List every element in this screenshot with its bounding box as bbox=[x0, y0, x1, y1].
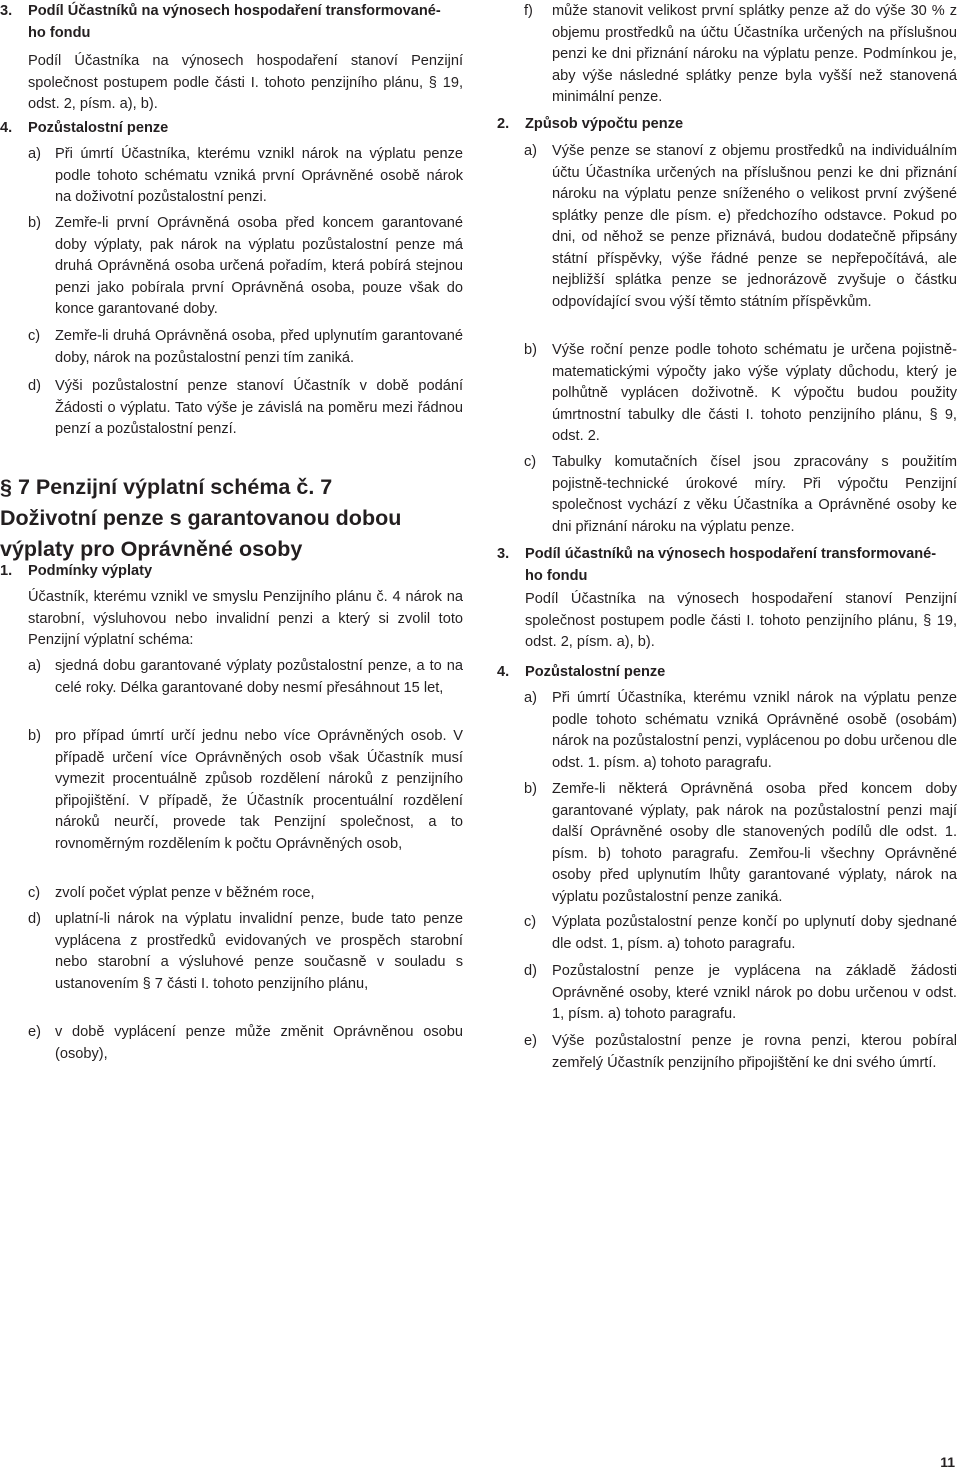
list-item-label: b) bbox=[28, 728, 41, 744]
list-item-text: sjedná dobu garantované výplaty pozůstalostní penze, a to na celé roky. Délka garantované doby nesmí přesáhnout 15 let, bbox=[55, 658, 463, 696]
chapter-title-line: Doživotní penze s garantovanou dobou bbox=[0, 506, 402, 530]
list-item-text: Při úmrtí Účastníka, kterému vznikl nárok na výplatu penze podle tohoto schématu vzniká první Oprávněné osobě nárok na doživotní pozůstalostní penzi. bbox=[55, 146, 463, 205]
section-heading-line: Podíl účastníků na výnosech hospodaření transformované- bbox=[525, 546, 937, 562]
list-item bbox=[497, 779, 957, 908]
list-item-text: Výše roční penze podle tohoto schématu je určena pojistně-matematickými výpočty jako výše výplaty důchodu, který je polhůtně vyplácen doživotně. K výpočtu budou použity úmrtnostní tabulky dle části I. tohoto penzijního plánu, § 9, odst. 2. bbox=[552, 342, 957, 444]
list-item bbox=[497, 141, 957, 313]
list-item-text: Výše penze se stanoví z objemu prostředků na individuálním účtu Účastníka určených na příslušnou penzi ke dni přiznání nároku na výplatu penze sníženého o velikost první zvýšené splátky penze dle písm. e) předchozího odstavce. Pokud po dni, od něhož se penze přiznává, budou dodatečně připsány státní příspěvky, výše řádné penze se nepřepočítává, ale nejbližší splátka penze se jednorázově zvyšuje o částku odpovídající svou výší těmto státním příspěvkům. bbox=[552, 143, 957, 310]
list-item-label: c) bbox=[28, 885, 41, 901]
list-item-label: a) bbox=[28, 658, 41, 674]
list-item-text: Zemře-li druhá Oprávněná osoba, před uplynutím garantované doby, nárok na pozůstalostní penzi tím zaniká. bbox=[55, 328, 463, 366]
list-item bbox=[0, 883, 463, 905]
list-item-label: d) bbox=[28, 911, 41, 927]
section-number: 2. bbox=[497, 116, 510, 132]
section-heading-line: ho fondu bbox=[28, 24, 91, 41]
section-heading-text: Způsob výpočtu penze bbox=[525, 116, 684, 132]
list-item bbox=[0, 726, 463, 855]
list-item-text: zvolí počet výplat penze v běžném roce, bbox=[55, 885, 315, 901]
section-1-intro: Účastník, kterému vznikl ve smyslu Penzijního plánu č. 4 nárok na starobní, výsluhovou nebo invalidní penzi a který si zvolil toto Penzijní výplatní schéma: bbox=[28, 589, 463, 648]
list-item bbox=[497, 340, 957, 448]
section-number: 4. bbox=[497, 664, 510, 680]
section-4-heading bbox=[0, 118, 463, 140]
list-item-label: a) bbox=[524, 690, 537, 706]
list-item bbox=[497, 912, 957, 955]
list-item-text: Při úmrtí Účastníka, kterému vznikl nárok na výplatu penze podle tohoto schématu vzniká Oprávněné osobě (osobám) nárok na pozůstalostní penzi, vyplácenou po dobu určenou dle odst. 1. písm. a) tohoto paragrafu. bbox=[552, 690, 957, 771]
chapter-title-line: 7 Penzijní výplatní schéma č. 7 bbox=[17, 475, 333, 499]
list-item-text: Zemře-li některá Oprávněná osoba před koncem doby garantované výplaty, pak nárok na pozůstalostní penzi mají další Oprávněné osoby dle stanovených podílů dle odst. 1. písm. b) tohoto paragrafu. Zemřou-li všechny Oprávněné osoby před uplynutím lhůty garantované výplaty, nárok na výplatu pozůstalostní penze zaniká. bbox=[552, 781, 957, 905]
section-number: 4. bbox=[0, 120, 13, 136]
list-item bbox=[497, 961, 957, 1026]
section-heading-line: Podíl Účastníků na výnosech hospodaření transformované- bbox=[28, 3, 441, 19]
section-3-text: Podíl Účastníka na výnosech hospodaření stanoví Penzijní společnost postupem podle části I. tohoto penzijního plánu, § 19, odst. 2, písm. a), b). bbox=[28, 53, 463, 112]
chapter-heading bbox=[0, 472, 463, 565]
list-item-text: Zemře-li první Oprávněná osoba před koncem garantované doby výplaty, pak nárok na výplatu pozůstalostní penze má druhá Oprávněná osoba určená pořadím, která pobírá stejnou penzi jako pobírala první Oprávněná osoba, pouze však do konce garantované doby. bbox=[55, 215, 463, 317]
section-heading-text: Pozůstalostní penze bbox=[28, 120, 169, 136]
list-item-label: b) bbox=[524, 342, 537, 358]
list-item-label: f) bbox=[524, 3, 533, 19]
list-item bbox=[497, 688, 957, 774]
section-heading-line: ho fondu bbox=[525, 567, 588, 584]
list-item-label: c) bbox=[28, 328, 41, 344]
list-item-label: c) bbox=[524, 914, 537, 930]
list-item-label: a) bbox=[524, 143, 537, 159]
list-item bbox=[0, 144, 463, 209]
list-item-text: Výši pozůstalostní penze stanoví Účastník v době podání Žádosti o výplatu. Tato výše je závislá na poměru mezi řádnou penzí a pozůstalostní penzí. bbox=[55, 378, 463, 437]
list-item-text: v době vyplácení penze může změnit Oprávněnou osobu (osoby), bbox=[55, 1024, 463, 1062]
chapter-title-line: výplaty pro Oprávněné osoby bbox=[0, 537, 303, 561]
list-item bbox=[497, 1031, 957, 1074]
section-heading-text: Pozůstalostní penze bbox=[525, 664, 666, 680]
list-item-label: d) bbox=[524, 963, 537, 979]
list-item-label: d) bbox=[28, 378, 41, 394]
list-item-text: Výše pozůstalostní penze je rovna penzi, kterou pobíral zemřelý Účastník penzijního připojištění ke dni svého úmrtí. bbox=[552, 1033, 957, 1071]
list-item bbox=[0, 326, 463, 369]
list-item-label: c) bbox=[524, 454, 537, 470]
section-3-heading bbox=[0, 1, 463, 44]
section-heading-text: Podmínky výplaty bbox=[28, 563, 153, 579]
list-item bbox=[0, 376, 463, 441]
list-item bbox=[497, 1, 957, 109]
list-item bbox=[0, 656, 463, 699]
list-item-label: e) bbox=[28, 1024, 41, 1040]
list-item-text: může stanovit velikost první splátky penze až do výše 30 % z objemu prostředků na účtu Účastníka určených na příslušnou penzi ke dni přiznání nároku na výplatu penze. Podmínkou je, aby výše následné splátky penze byla vyšší než stanovená minimální penze. bbox=[552, 3, 957, 105]
list-item-text: Výplata pozůstalostní penze končí po uplynutí doby sjednané dle odst. 1, písm. a) tohoto paragrafu. bbox=[552, 914, 957, 952]
list-item bbox=[497, 452, 957, 538]
list-item-text: Tabulky komutačních čísel jsou zpracovány s použitím pojistně-technické úrokové míry. Při výpočtu Penzijní společnost vychází z věku Účastníka a Oprávněné osoby ke dni přiznání nároku na výplatu penze. bbox=[552, 454, 957, 535]
section-number: 3. bbox=[497, 546, 510, 562]
list-item-text: uplatní-li nárok na výplatu invalidní penze, bude tato penze vyplácena z prostředků evidovaných ve prospěch starobní nebo starobní a výsluhové penze současně v souladu s ustanovením § 7 části I. tohoto penzijního plánu, bbox=[55, 911, 463, 992]
section-number: 3. bbox=[0, 3, 13, 19]
list-item-text: pro případ úmrtí určí jednu nebo více Oprávněných osob. V případě určení více Oprávněných osob však Účastník musí vymezit procentuálně způsob rozdělení nároků z penzijního připojištění. V případě, že Účastník procentuální rozdělení nároků neurčí, provede tak Penzijní společnost, a to rovnoměrným rozdělením k počtu Oprávněných osob, bbox=[55, 728, 463, 852]
list-item-label: b) bbox=[524, 781, 537, 797]
list-item bbox=[0, 909, 463, 995]
list-item bbox=[0, 1022, 463, 1065]
section-3-heading bbox=[497, 544, 957, 587]
page-number: 11 bbox=[940, 1454, 955, 1470]
list-item-label: b) bbox=[28, 215, 41, 231]
section-2-heading bbox=[497, 114, 957, 136]
section-sign: § bbox=[0, 475, 12, 499]
list-item-label: a) bbox=[28, 146, 41, 162]
section-4-heading bbox=[497, 662, 957, 684]
list-item-label: e) bbox=[524, 1033, 537, 1049]
list-item bbox=[0, 213, 463, 321]
section-number: 1. bbox=[0, 563, 13, 579]
list-item-text: Pozůstalostní penze je vyplácena na základě žádosti Oprávněné osoby, které vznikl nárok po dobu určenou v odst. 1, písm. a) tohoto paragrafu. bbox=[552, 963, 957, 1022]
section-3-text: Podíl Účastníka na výnosech hospodaření stanoví Penzijní společnost postupem podle části I. tohoto penzijního plánu, § 19, odst. 2, písm. a), b). bbox=[525, 591, 957, 650]
section-1-heading bbox=[0, 561, 463, 583]
